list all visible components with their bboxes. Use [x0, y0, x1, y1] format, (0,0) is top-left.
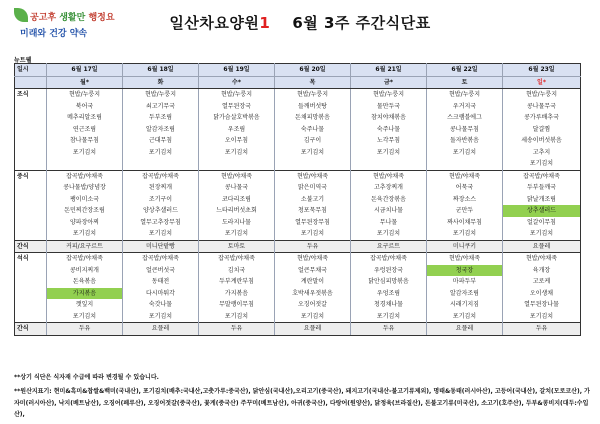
- menu-cell: 알감자조림: [427, 288, 503, 300]
- row-label: [15, 299, 47, 311]
- menu-cell: 두유: [351, 323, 427, 336]
- menu-cell: 6월 18일: [123, 64, 199, 77]
- menu-cell: 미니단팥빵: [123, 240, 199, 253]
- menu-cell: 현밥/야채죽: [199, 170, 275, 182]
- menu-cell: 닭안심피망볶음: [351, 276, 427, 288]
- menu-cell: 마파두부: [427, 276, 503, 288]
- table-row: [15, 240, 581, 253]
- row-label: 중식: [15, 170, 47, 182]
- menu-cell: 고로케: [503, 276, 581, 288]
- row-label: [15, 158, 47, 170]
- menu-cell: 화: [123, 76, 199, 89]
- menu-cell: 노각무침: [351, 135, 427, 147]
- menu-cell: 돈민찌간장조림: [47, 205, 123, 217]
- menu-cell: 열무된장나물: [503, 299, 581, 311]
- menu-cell: 포기김치: [199, 147, 275, 159]
- row-label: 일시: [15, 64, 47, 77]
- menu-cell: 포기김치: [47, 311, 123, 323]
- row-label: [15, 182, 47, 194]
- menu-cell: 우거지국: [427, 101, 503, 113]
- menu-cell: 달걀찜: [503, 124, 581, 136]
- menu-cell: 6월 23일: [503, 64, 581, 77]
- menu-cell: 연근조림: [47, 124, 123, 136]
- menu-cell: 쇠고기무국: [123, 101, 199, 113]
- menu-cell: 느타리버섯초회: [199, 205, 275, 217]
- menu-cell: 숙주나물: [275, 124, 351, 136]
- menu-cell: 청경채나물: [351, 299, 427, 311]
- table-row: [15, 112, 581, 124]
- menu-cell: 포기김치: [47, 147, 123, 159]
- menu-cell: 호박새우젓볶음: [275, 288, 351, 300]
- table-row: [15, 194, 581, 206]
- menu-cell: 닭가슴살호박볶음: [199, 112, 275, 124]
- menu-cell: 조기구이: [123, 194, 199, 206]
- change-notice: **상기 식단은 식자재 수급에 따라 변경될 수 있습니다.: [14, 374, 159, 381]
- menu-cell: 양상추샐러드: [123, 205, 199, 217]
- menu-cell: [47, 158, 123, 170]
- menu-cell: 포기김치: [123, 147, 199, 159]
- row-label: [15, 276, 47, 288]
- menu-cell: 짜사이채무침: [427, 217, 503, 229]
- menu-cell: 두부조림: [123, 112, 199, 124]
- table-row: [15, 276, 581, 288]
- menu-cell: 얼갈이무침: [503, 217, 581, 229]
- menu-cell: [199, 158, 275, 170]
- menu-cell: 콩나물국: [199, 182, 275, 194]
- row-label: 석식: [15, 253, 47, 265]
- menu-cell: 계란말이: [275, 276, 351, 288]
- page-title: 일산차요양원1 6월 3주 주간식단표: [169, 14, 431, 32]
- menu-cell: 토: [427, 76, 503, 89]
- menu-cell: 어묵국: [427, 182, 503, 194]
- row-label: [15, 265, 47, 277]
- menu-cell: 금*: [351, 76, 427, 89]
- table-row: [15, 170, 581, 182]
- menu-cell: [275, 158, 351, 170]
- menu-cell: 목: [275, 76, 351, 89]
- menu-cell: 돌자반볶음: [427, 135, 503, 147]
- menu-cell: 현밥/야채죽: [275, 253, 351, 265]
- menu-cell: 요플레: [427, 323, 503, 336]
- row-label: [15, 124, 47, 136]
- menu-cell: 잡곡밥/야채죽: [199, 253, 275, 265]
- menu-cell: 군만두: [427, 205, 503, 217]
- menu-cell: 6월 17일: [47, 64, 123, 77]
- table-row: [15, 64, 581, 77]
- menu-cell: 물만두국: [351, 101, 427, 113]
- table-row: [15, 76, 581, 89]
- menu-cell: 포기김치: [427, 147, 503, 159]
- origin-notice: **원산지표기: 현미&흑미&찹쌀&백미(국내산), 포기김치(배추:국내산,고춧가루:중국산), 닭안심(국내산),오리고기(중국산), 돼지고기(국내산-불고기류제외), 명태&동태(러시아산), 고등어(국내산), 갈치(모로코산), 가자미(러시아산), 낙지(베트남산), 오징어(페루산), 오징어젓갈(중국산), 꽃게(중국산) 주꾸미(베트남산), 아귀(중국산), 다랑어(원양산), 닭정육(브라질산), 돈불고기류(미국산), 소고기(호주산), 두부&콩비지(대두:수입산),: [14, 388, 590, 418]
- logo-slogan-top: 공고후 생활만 행정요: [30, 13, 115, 23]
- menu-cell: 고추장찌개: [351, 182, 427, 194]
- menu-cell: 요플레: [503, 240, 581, 253]
- menu-cell: 코다리조림: [199, 194, 275, 206]
- menu-cell: 오이무침: [199, 135, 275, 147]
- menu-cell: 일*: [503, 76, 581, 89]
- menu-cell: 두유: [199, 323, 275, 336]
- menu-cell: 6월 22일: [427, 64, 503, 77]
- menu-cell: 우렁된장국: [351, 265, 427, 277]
- menu-cell: 도라지나물: [199, 217, 275, 229]
- menu-cell: 숙주나물: [351, 124, 427, 136]
- menu-cell: 참나물무침: [47, 135, 123, 147]
- menu-cell: 김구이: [275, 135, 351, 147]
- row-label: 조식: [15, 89, 47, 101]
- table-row: [15, 158, 581, 170]
- menu-cell: 청국장: [427, 265, 503, 277]
- table-row: [15, 135, 581, 147]
- menu-cell: 콩나물무침: [427, 124, 503, 136]
- table-row: [15, 253, 581, 265]
- row-label: [15, 194, 47, 206]
- menu-cell: 잡곡밥/야채죽: [123, 253, 199, 265]
- menu-cell: 팽이미소국: [47, 194, 123, 206]
- row-label: [15, 288, 47, 300]
- table-row: [15, 182, 581, 194]
- table-row: [15, 288, 581, 300]
- menu-cell: 닭날개조림: [503, 194, 581, 206]
- menu-cell: 근대무침: [123, 135, 199, 147]
- menu-cell: 토마토: [199, 240, 275, 253]
- menu-cell: 오이생채: [503, 288, 581, 300]
- menu-cell: 돈채피망볶음: [275, 112, 351, 124]
- menu-cell: 수*: [199, 76, 275, 89]
- menu-cell: 양파장아찌: [47, 217, 123, 229]
- menu-cell: 현밥/야채죽: [351, 170, 427, 182]
- menu-cell: 포기김치: [351, 311, 427, 323]
- menu-cell: 알감자조림: [123, 124, 199, 136]
- menu-cell: [351, 158, 427, 170]
- menu-cell: 포기김치: [427, 228, 503, 240]
- table-row: [15, 311, 581, 323]
- menu-cell: 참치야채볶음: [351, 112, 427, 124]
- menu-cell: 미니쿠키: [427, 240, 503, 253]
- menu-cell: 현밥/야채죽: [427, 253, 503, 265]
- menu-cell: 가지볶음: [47, 288, 123, 300]
- menu-cell: 포기김치: [503, 228, 581, 240]
- table-row: [15, 89, 581, 101]
- row-label: 간식: [15, 323, 47, 336]
- menu-cell: 포기김치: [351, 147, 427, 159]
- menu-cell: 돈육간장볶음: [351, 194, 427, 206]
- menu-cell: 들깨버섯탕: [275, 101, 351, 113]
- menu-cell: 콩가루배추국: [503, 112, 581, 124]
- menu-cell: 포기김치: [123, 311, 199, 323]
- menu-cell: 육개장: [503, 265, 581, 277]
- menu-cell: 돈육볶음: [47, 276, 123, 288]
- menu-cell: 6월 20일: [275, 64, 351, 77]
- menu-cell: 두부들깨국: [503, 182, 581, 194]
- menu-cell: 요구르트: [351, 240, 427, 253]
- menu-cell: 짜장소스: [427, 194, 503, 206]
- row-label: 간식: [15, 240, 47, 253]
- menu-cell: 포기김치: [47, 228, 123, 240]
- row-label: [15, 311, 47, 323]
- menu-cell: 월*: [47, 76, 123, 89]
- menu-cell: 현밥/누룽지: [275, 89, 351, 101]
- menu-cell: 잡곡밥/야채죽: [47, 170, 123, 182]
- menu-cell: 시금치나물: [351, 205, 427, 217]
- menu-cell: 열무된장무침: [275, 217, 351, 229]
- row-label: [15, 101, 47, 113]
- weekly-menu-table: [14, 63, 581, 336]
- menu-cell: 두부계란부침: [199, 276, 275, 288]
- table-row: [15, 147, 581, 159]
- menu-cell: 우조림: [199, 124, 275, 136]
- menu-cell: 맑은미역국: [275, 182, 351, 194]
- menu-cell: 포기김치: [123, 228, 199, 240]
- menu-cell: 스크램블에그: [427, 112, 503, 124]
- menu-cell: 6월 19일: [199, 64, 275, 77]
- menu-cell: 청포묵무침: [275, 205, 351, 217]
- menu-cell: 현밥/야채죽: [275, 170, 351, 182]
- logo-slogan-bottom: 미래와 건강 약속: [20, 29, 88, 39]
- menu-cell: 잡곡밥/야채죽: [123, 170, 199, 182]
- table-row: [15, 323, 581, 336]
- row-label: [15, 147, 47, 159]
- menu-cell: 고추지: [503, 147, 581, 159]
- row-label: [15, 76, 47, 89]
- menu-cell: 무말랭이무침: [199, 299, 275, 311]
- menu-cell: [427, 158, 503, 170]
- menu-cell: 두유: [47, 323, 123, 336]
- table-row: [15, 205, 581, 217]
- menu-cell: 포기김치: [199, 228, 275, 240]
- menu-cell: 된장찌개: [123, 182, 199, 194]
- row-label: [15, 217, 47, 229]
- menu-cell: 소불고기: [275, 194, 351, 206]
- menu-cell: 6월 21일: [351, 64, 427, 77]
- menu-cell: 현밥/누룽지: [503, 89, 581, 101]
- table-row: [15, 101, 581, 113]
- menu-cell: 두유: [275, 240, 351, 253]
- menu-cell: 포기김치: [275, 228, 351, 240]
- table-row: [15, 217, 581, 229]
- menu-cell: 세송이버섯볶음: [503, 135, 581, 147]
- menu-cell: 얼큰무채국: [275, 265, 351, 277]
- menu-cell: 두유: [503, 323, 581, 336]
- menu-cell: 우엉조림: [351, 288, 427, 300]
- menu-cell: 콩비지찌개: [47, 265, 123, 277]
- brand-label: 뉴트웰: [14, 57, 32, 64]
- menu-cell: 포기김치: [503, 158, 581, 170]
- menu-cell: 잡곡밥/야채죽: [503, 170, 581, 182]
- row-label: [15, 135, 47, 147]
- menu-cell: 가지볶음: [199, 288, 275, 300]
- menu-cell: [123, 158, 199, 170]
- menu-cell: 열무고추장무침: [123, 217, 199, 229]
- menu-cell: 포기김치: [275, 147, 351, 159]
- menu-cell: 동태전: [123, 276, 199, 288]
- menu-cell: 포기김치: [427, 311, 503, 323]
- menu-cell: 현밥/누룽지: [351, 89, 427, 101]
- menu-cell: 상추샐러드: [503, 205, 581, 217]
- menu-cell: 현밥/누룽지: [123, 89, 199, 101]
- menu-cell: 현밥/야채죽: [503, 253, 581, 265]
- menu-cell: 김치국: [199, 265, 275, 277]
- menu-cell: 요플레: [275, 323, 351, 336]
- row-label: [15, 112, 47, 124]
- menu-cell: 시래기지짐: [427, 299, 503, 311]
- menu-cell: 콩나물무국: [503, 101, 581, 113]
- menu-cell: 현밥/야채죽: [427, 170, 503, 182]
- menu-cell: 콩나물밥/양념장: [47, 182, 123, 194]
- menu-cell: 메추리알조림: [47, 112, 123, 124]
- row-label: [15, 205, 47, 217]
- menu-cell: 포기김치: [503, 311, 581, 323]
- menu-cell: 포기김치: [275, 311, 351, 323]
- menu-cell: 현밥/누룽지: [199, 89, 275, 101]
- row-label: [15, 228, 47, 240]
- menu-cell: 깻잎지: [47, 299, 123, 311]
- menu-cell: 요플레: [123, 323, 199, 336]
- menu-cell: 포기김치: [351, 228, 427, 240]
- menu-cell: 북어국: [47, 101, 123, 113]
- table-row: [15, 299, 581, 311]
- menu-cell: 숙갓나물: [123, 299, 199, 311]
- table-row: [15, 265, 581, 277]
- menu-cell: 오징어젓갈: [275, 299, 351, 311]
- menu-cell: 포기김치: [199, 311, 275, 323]
- menu-cell: 얼큰버섯국: [123, 265, 199, 277]
- table-row: [15, 124, 581, 136]
- menu-cell: 다시마튀각: [123, 288, 199, 300]
- menu-cell: 잡곡밥/야채죽: [47, 253, 123, 265]
- menu-cell: 현밥/누룽지: [47, 89, 123, 101]
- menu-cell: 열무된장국: [199, 101, 275, 113]
- menu-cell: 무나물: [351, 217, 427, 229]
- menu-cell: 커피/요구르트: [47, 240, 123, 253]
- menu-cell: 잡곡밥/야채죽: [351, 253, 427, 265]
- table-row: [15, 228, 581, 240]
- menu-cell: 현밥/누룽지: [427, 89, 503, 101]
